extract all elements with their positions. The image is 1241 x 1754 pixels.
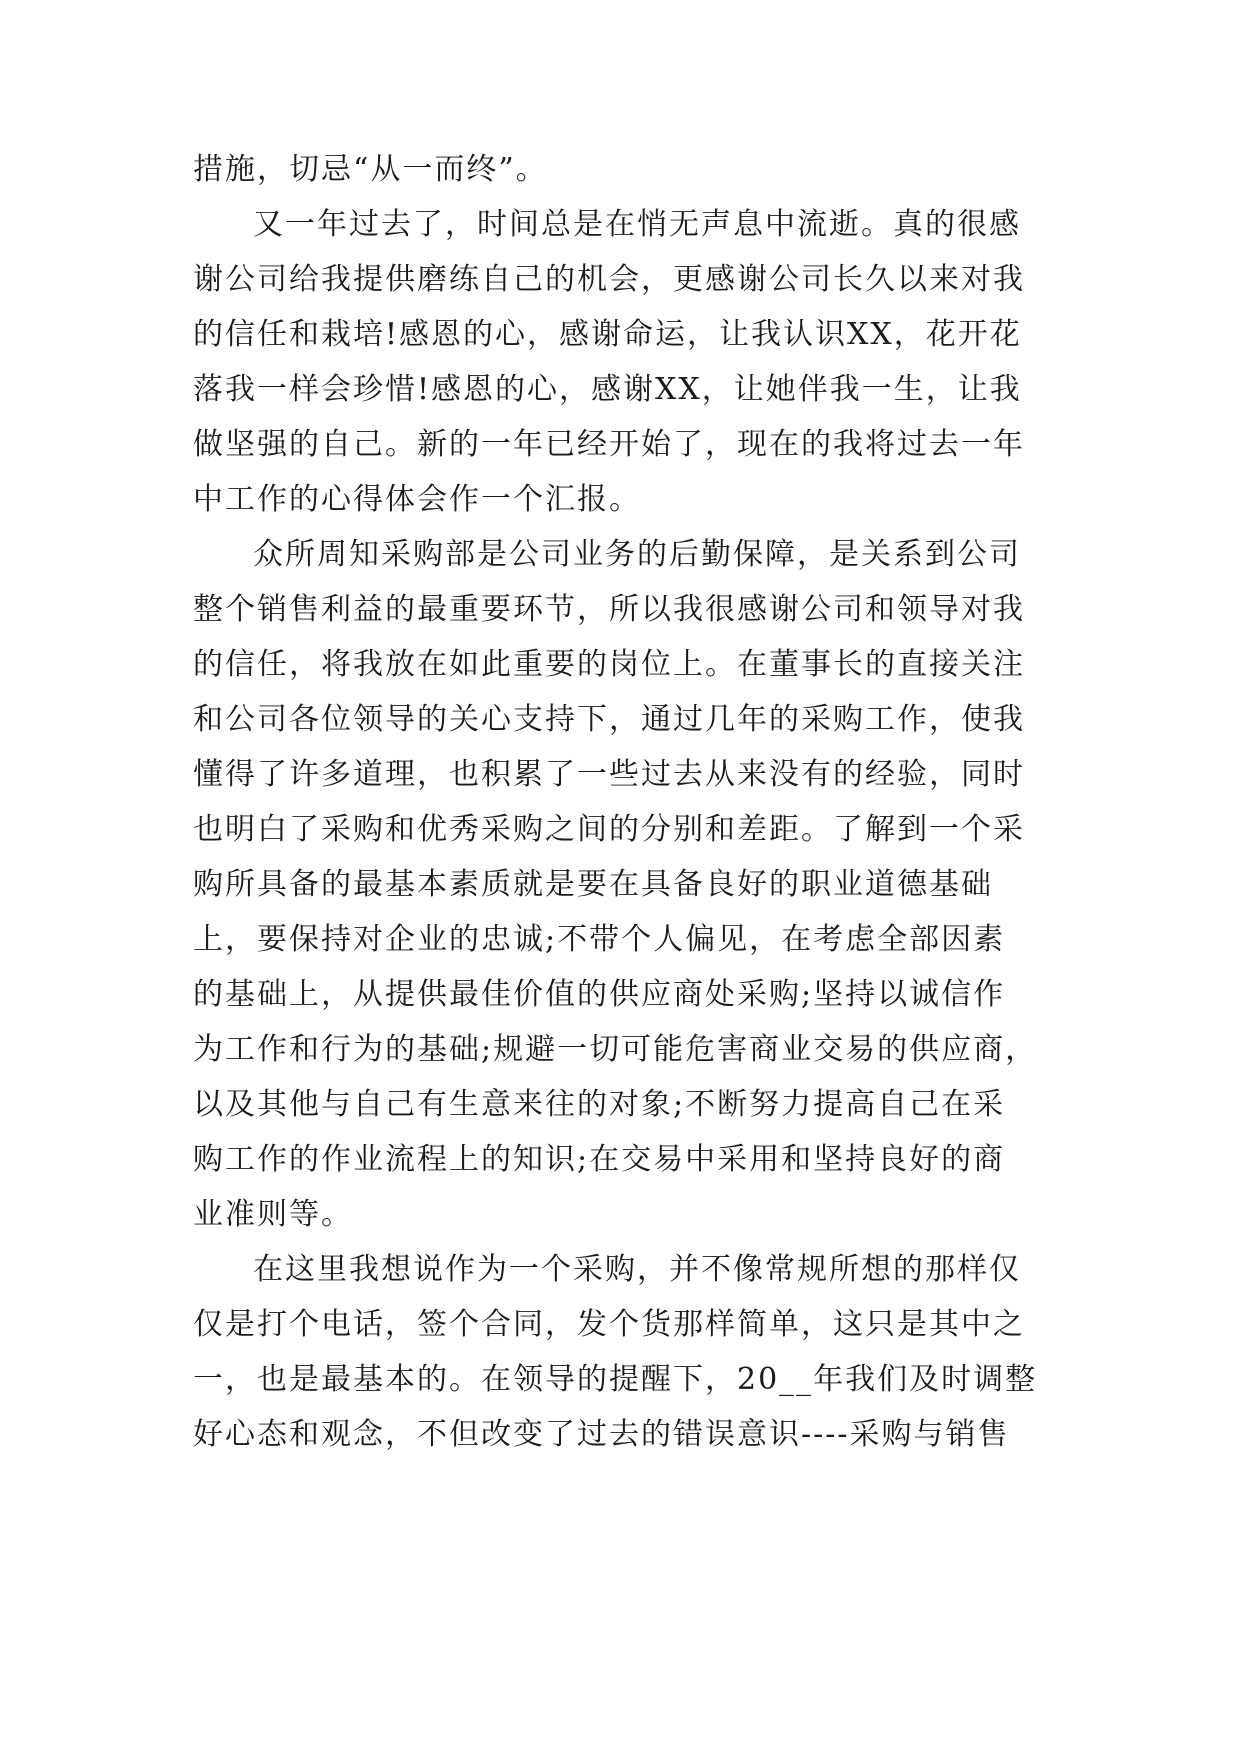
text-line: 的基础上，从提供最佳价值的供应商处采购;坚持以诚信作 [193,977,1006,1012]
text-line: 业准则等。 [193,1197,353,1232]
paragraph-first-line: 众所周知采购部是公司业务的后勤保障，是关系到公司 [253,537,1021,572]
paragraph-first-line: 又一年过去了，时间总是在悄无声息中流逝。真的很感 [253,207,1021,242]
text-line: 措施，切忌“从一而终”。 [193,152,548,187]
text-line: 一，也是最基本的。在领导的提醒下，20__年我们及时调整 [193,1362,1038,1397]
text-line: 的信任和栽培!感恩的心，感谢命运，让我认识XX，花开花 [193,317,1022,352]
text-line: 以及其他与自己有生意来往的对象;不断努力提高自己在采 [193,1087,1006,1122]
text-line: 仅是打个电话，签个合同，发个货那样简单，这只是其中之 [193,1307,1025,1342]
text-line: 的信任，将我放在如此重要的岗位上。在董事长的直接关注 [193,647,1025,682]
text-line: 好心态和观念，不但改变了过去的错误意识----采购与销售 [193,1417,1010,1452]
text-line: 上，要保持对企业的忠诚;不带个人偏见，在考虑全部因素 [193,922,1006,957]
paragraph-first-line: 在这里我想说作为一个采购，并不像常规所想的那样仅 [253,1252,1021,1287]
text-line: 懂得了许多道理，也积累了一些过去从来没有的经验，同时 [193,757,1025,792]
text-line: 和公司各位领导的关心支持下，通过几年的采购工作，使我 [193,702,1025,737]
text-line: 购工作的作业流程上的知识;在交易中采用和坚持良好的商 [193,1142,1006,1177]
text-line: 落我一样会珍惜!感恩的心，感谢XX，让她伴我一生，让我 [193,372,1022,407]
text-line: 整个销售利益的最重要环节，所以我很感谢公司和领导对我 [193,592,1025,627]
text-line: 为工作和行为的基础;规避一切可能危害商业交易的供应商， [193,1032,1038,1067]
text-line: 做坚强的自己。新的一年已经开始了，现在的我将过去一年 [193,427,1025,462]
text-line: 也明白了采购和优秀采购之间的分别和差距。了解到一个采 [193,812,1025,847]
text-line: 购所具备的最基本素质就是要在具备良好的职业道德基础 [193,867,993,902]
text-line: 中工作的心得体会作一个汇报。 [193,482,641,517]
text-line: 谢公司给我提供磨练自己的机会，更感谢公司长久以来对我 [193,262,1025,297]
